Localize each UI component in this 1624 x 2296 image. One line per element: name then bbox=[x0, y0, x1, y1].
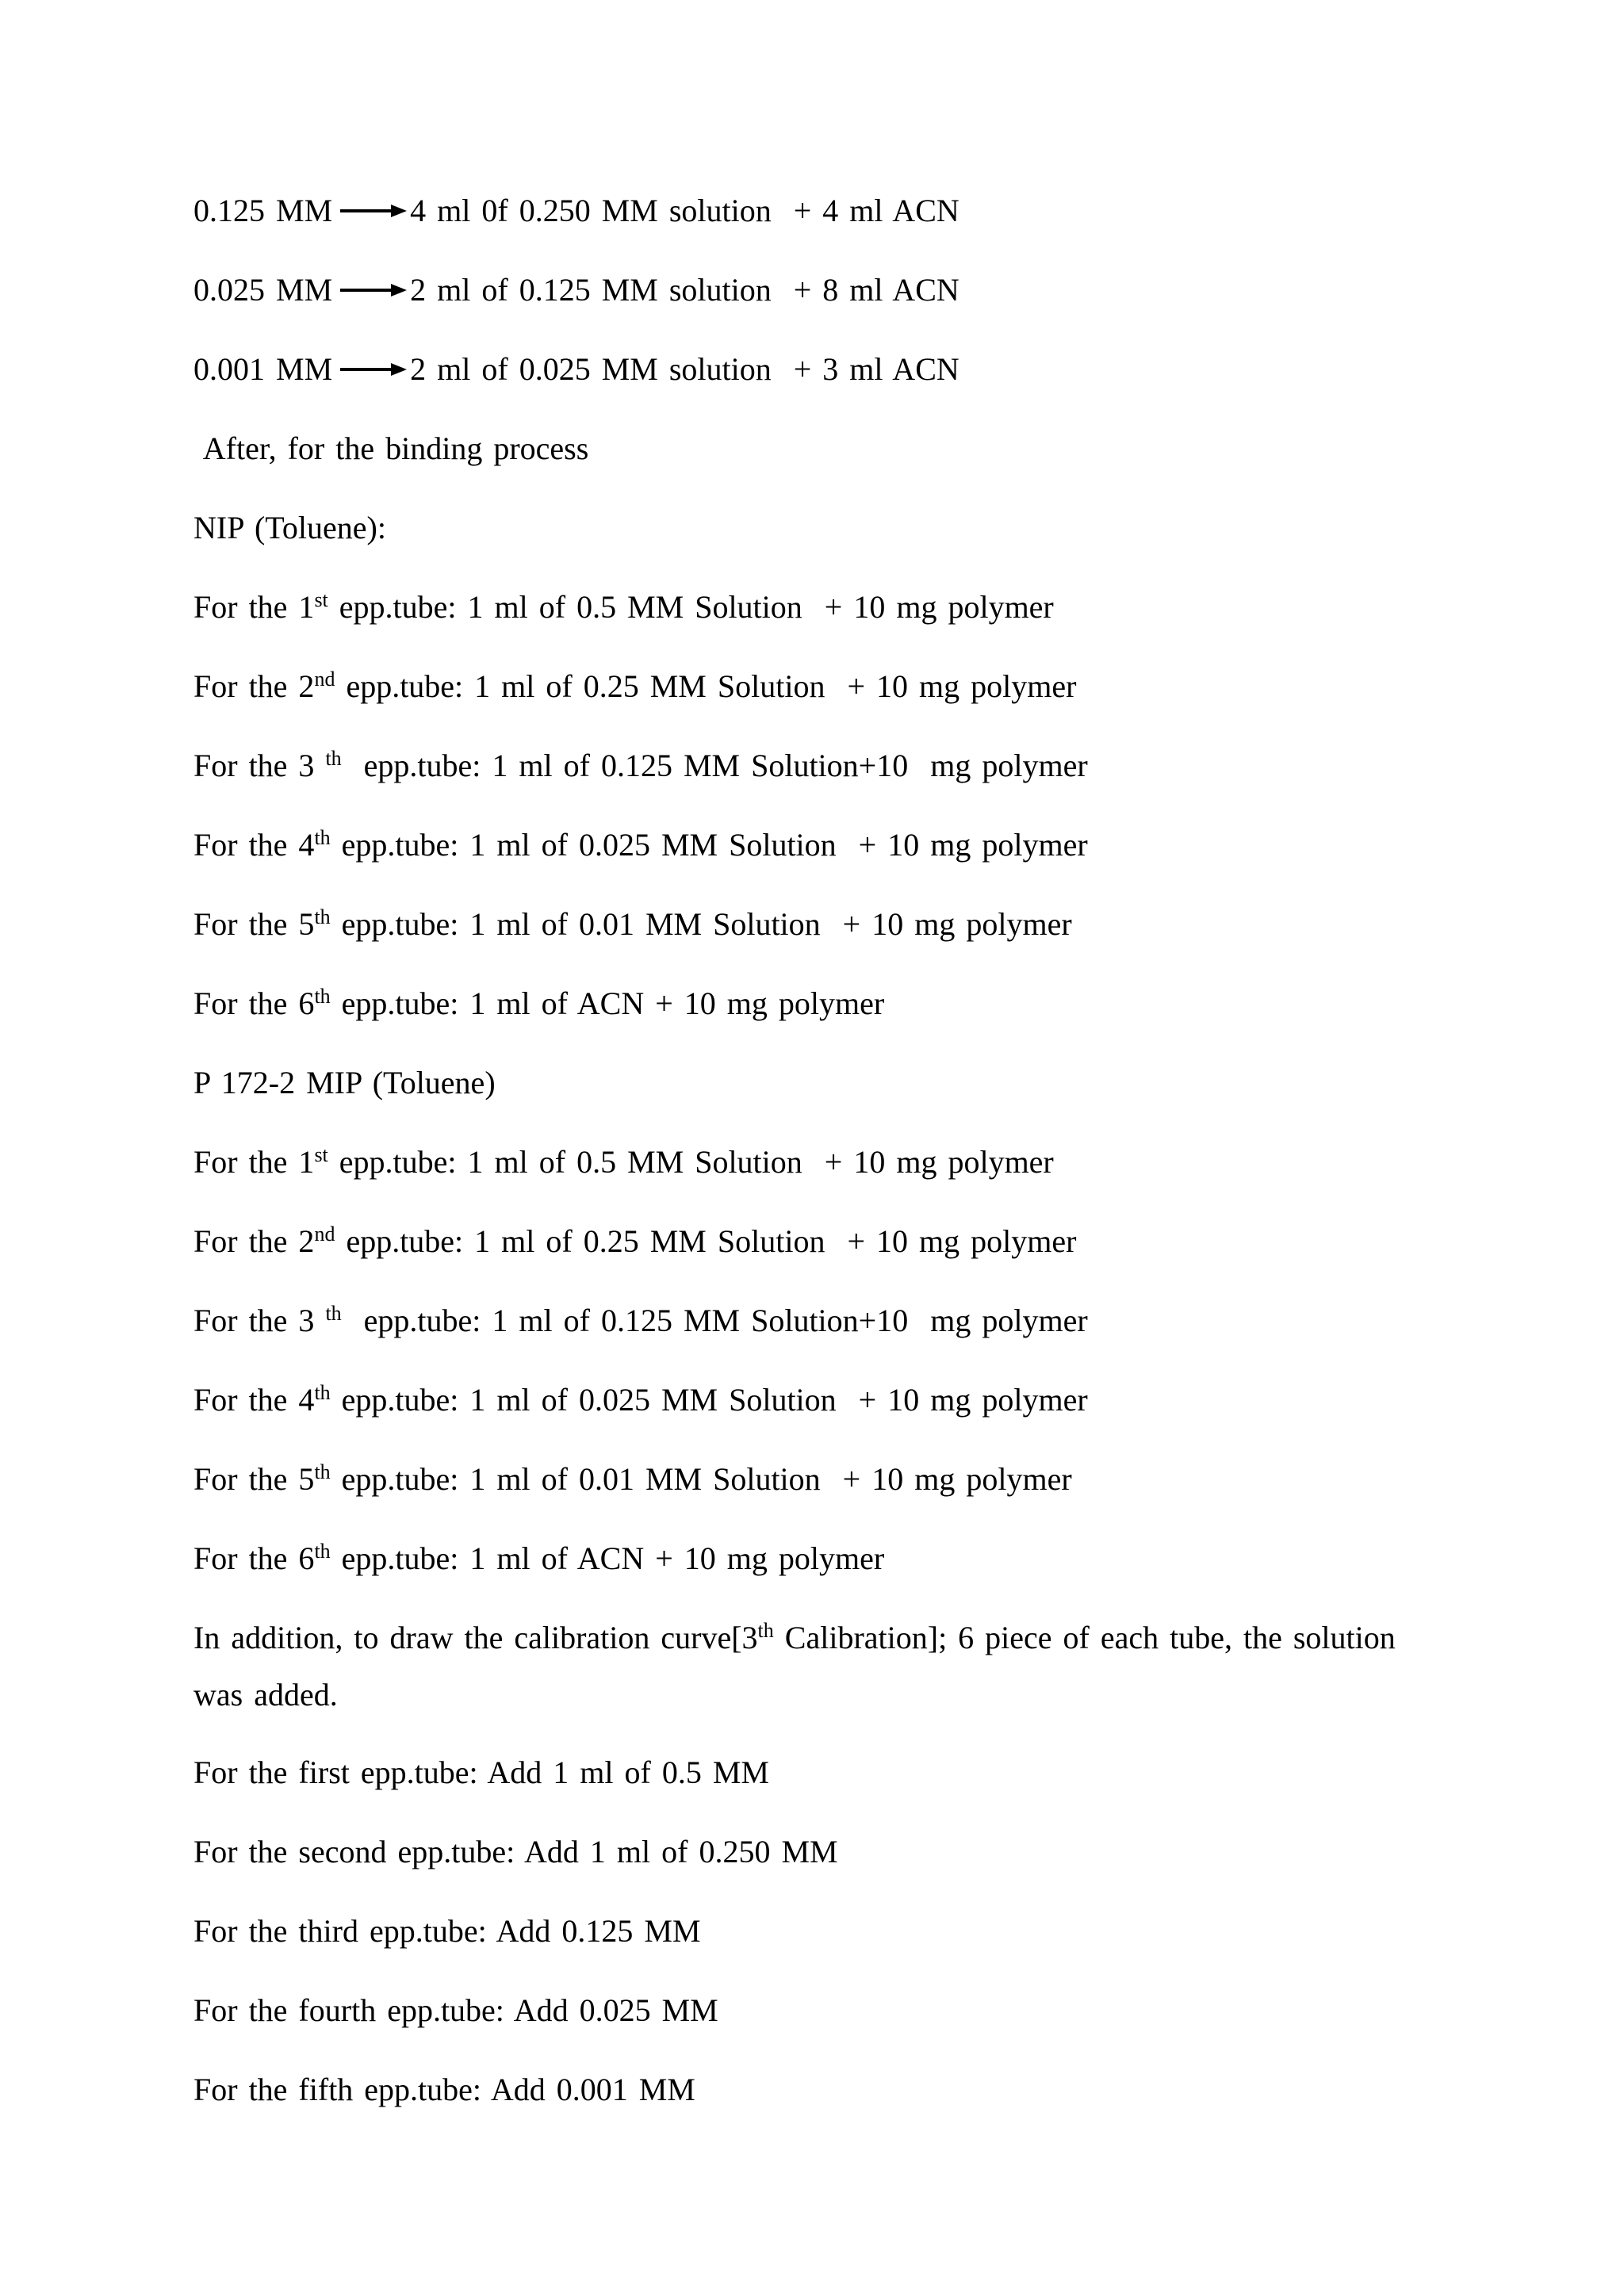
tube-text: epp.tube: 1 ml of 0.025 MM Solution + 10 mg polymer bbox=[330, 827, 1088, 863]
dilution-target: 0.001 MM bbox=[193, 351, 333, 387]
calibration-intro bbox=[193, 1609, 1446, 1724]
calibration-step: For the first epp.tube: Add 1 ml of 0.5 MM bbox=[193, 1755, 769, 1790]
tube-prefix: For the 5 bbox=[193, 906, 315, 942]
mip-tube-line bbox=[193, 1381, 1088, 1419]
mip-tube-line bbox=[193, 1302, 1088, 1340]
tube-prefix: For the 6 bbox=[193, 985, 315, 1021]
ordinal-suffix: th bbox=[314, 905, 331, 928]
tube-prefix: For the 2 bbox=[193, 668, 315, 704]
tube-text: epp.tube: 1 ml of 0.25 MM Solution + 10 mg polymer bbox=[335, 1223, 1077, 1259]
binding-intro: After, for the binding process bbox=[193, 430, 589, 466]
ordinal-suffix: th bbox=[325, 1302, 342, 1325]
tube-prefix: For the 3 bbox=[193, 748, 326, 783]
ordinal-suffix: th bbox=[314, 826, 331, 849]
mip-tube-line bbox=[193, 1460, 1072, 1498]
tube-prefix: For the 6 bbox=[193, 1540, 315, 1576]
mip-tube-line bbox=[193, 1223, 1076, 1261]
dilution-recipe: 2 ml of 0.025 MM solution + 3 ml ACN bbox=[410, 351, 959, 387]
ordinal-suffix: th bbox=[314, 985, 331, 1008]
mip-heading: P 172-2 MIP (Toluene) bbox=[193, 1065, 496, 1100]
dilution-line bbox=[193, 192, 959, 230]
calibration-step: For the fourth epp.tube: Add 0.025 MM bbox=[193, 1992, 718, 2028]
mip-tube-line bbox=[193, 1540, 884, 1578]
tube-text: epp.tube: 1 ml of ACN + 10 mg polymer bbox=[330, 985, 885, 1021]
tube-prefix: For the 1 bbox=[193, 589, 315, 625]
calibration-step: For the fifth epp.tube: Add 0.001 MM bbox=[193, 2072, 695, 2107]
tube-prefix: For the 1 bbox=[193, 1144, 315, 1180]
nip-tube-line bbox=[193, 905, 1072, 943]
calibration-step: For the third epp.tube: Add 0.125 MM bbox=[193, 1913, 701, 1949]
dilution-line bbox=[193, 271, 959, 309]
tube-text: epp.tube: 1 ml of ACN + 10 mg polymer bbox=[330, 1540, 885, 1576]
tube-prefix: For the 4 bbox=[193, 1382, 315, 1418]
right-arrow-icon bbox=[340, 192, 407, 230]
tube-prefix: For the 2 bbox=[193, 1223, 315, 1259]
nip-tube-line bbox=[193, 985, 884, 1023]
right-arrow-icon bbox=[340, 271, 407, 309]
calibration-intro-before: In addition, to draw the calibration curve[3 bbox=[193, 1620, 758, 1655]
ordinal-suffix: th bbox=[314, 1460, 331, 1483]
ordinal-suffix: th bbox=[314, 1540, 331, 1563]
tube-text: epp.tube: 1 ml of 0.5 MM Solution + 10 mg polymer bbox=[327, 1144, 1054, 1180]
dilution-recipe: 2 ml of 0.125 MM solution + 8 ml ACN bbox=[410, 272, 959, 308]
nip-tube-line bbox=[193, 826, 1088, 864]
dilution-recipe: 4 ml 0f 0.250 MM solution + 4 ml ACN bbox=[410, 193, 959, 228]
ordinal-suffix: nd bbox=[314, 1223, 335, 1246]
tube-text: epp.tube: 1 ml of 0.25 MM Solution + 10 mg polymer bbox=[335, 668, 1077, 704]
nip-tube-line bbox=[193, 747, 1088, 785]
tube-text: epp.tube: 1 ml of 0.01 MM Solution + 10 mg polymer bbox=[330, 906, 1072, 942]
right-arrow-icon bbox=[340, 350, 407, 388]
dilution-target: 0.025 MM bbox=[193, 272, 333, 308]
dilution-line bbox=[193, 350, 959, 388]
ordinal-suffix: nd bbox=[314, 668, 335, 691]
tube-prefix: For the 4 bbox=[193, 827, 315, 863]
nip-heading: NIP (Toluene): bbox=[193, 510, 386, 545]
ordinal-suffix: th bbox=[325, 747, 342, 770]
nip-tube-line bbox=[193, 668, 1076, 706]
tube-text: epp.tube: 1 ml of 0.025 MM Solution + 10 mg polymer bbox=[330, 1382, 1088, 1418]
ordinal-suffix: th bbox=[757, 1619, 774, 1642]
calibration-step: For the second epp.tube: Add 1 ml of 0.250 MM bbox=[193, 1834, 838, 1869]
ordinal-suffix: st bbox=[314, 1143, 328, 1166]
tube-prefix: For the 3 bbox=[193, 1303, 326, 1338]
calibration-intro-after: Calibration]; 6 piece of each tube, the solution was added. bbox=[193, 1620, 1396, 1712]
tube-text: epp.tube: 1 ml of 0.125 MM Solution+10 mg polymer bbox=[341, 1303, 1088, 1338]
dilution-target: 0.125 MM bbox=[193, 193, 333, 228]
tube-text: epp.tube: 1 ml of 0.125 MM Solution+10 mg polymer bbox=[341, 748, 1088, 783]
tube-text: epp.tube: 1 ml of 0.01 MM Solution + 10 mg polymer bbox=[330, 1461, 1072, 1497]
ordinal-suffix: th bbox=[314, 1381, 331, 1404]
tube-prefix: For the 5 bbox=[193, 1461, 315, 1497]
mip-tube-line bbox=[193, 1143, 1054, 1181]
tube-text: epp.tube: 1 ml of 0.5 MM Solution + 10 mg polymer bbox=[327, 589, 1054, 625]
nip-tube-line bbox=[193, 588, 1054, 626]
ordinal-suffix: st bbox=[314, 588, 328, 611]
